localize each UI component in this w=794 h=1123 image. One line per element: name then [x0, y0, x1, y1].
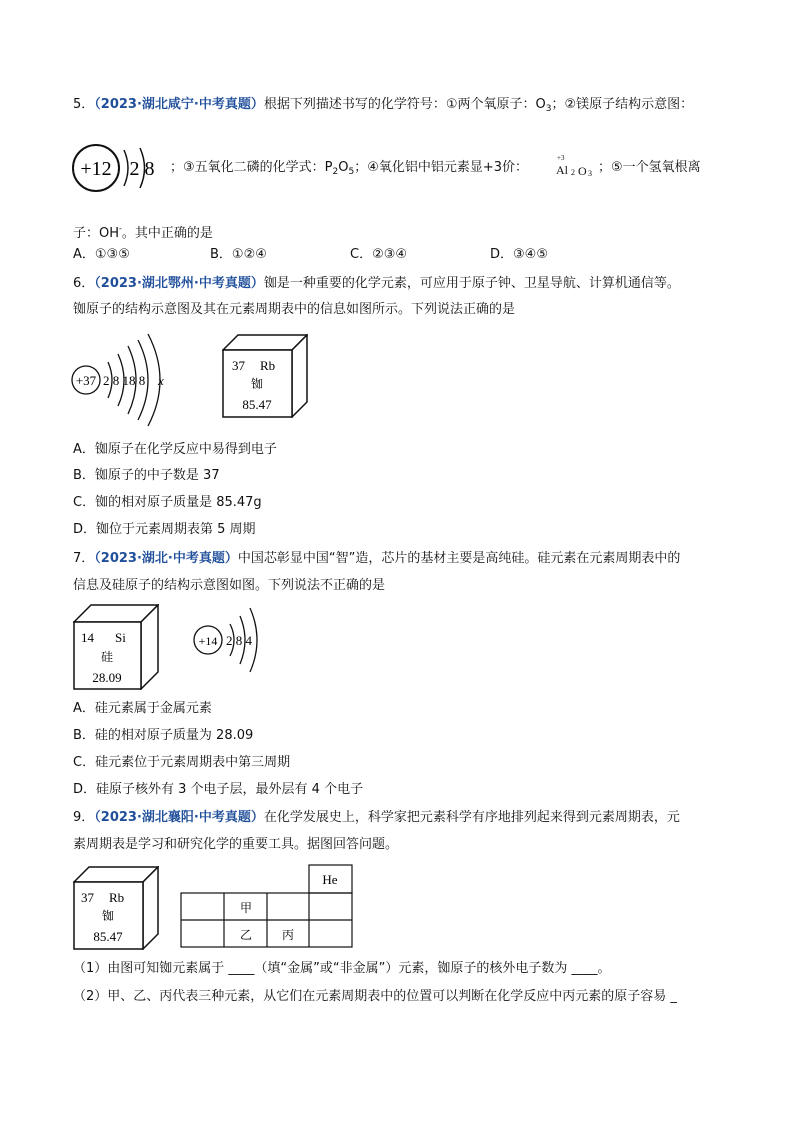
- q9-source: （2023·湖北襄阳·中考真题）: [94, 810, 264, 825]
- q5-o3-sub: 3: [545, 104, 552, 114]
- q5-number: 5．: [73, 97, 95, 112]
- q5-stem-end: ；②镁原子结构示意图：: [551, 97, 694, 112]
- pt-label-yi: 乙: [239, 928, 253, 942]
- al-charge: +3: [557, 154, 565, 162]
- o-sub3: 3: [588, 169, 592, 178]
- q5-stem: 根据下列描述书写的化学符号：①两个氧原子：O: [263, 97, 546, 112]
- q9-sub2: （2）甲、乙、丙代表三种元素，从它们在元素周期表中的位置可以判断在化学反应中丙元素的原子容易 _: [73, 989, 677, 1004]
- q6-option-b: B．铷原子的中子数是 37: [73, 468, 220, 483]
- rb-cell-number: 37: [232, 358, 245, 373]
- rb-cell-symbol: Rb: [260, 358, 276, 373]
- q5-o-mid: O: [338, 160, 349, 175]
- q7-stem1: 中国芯彰显中国“智”造，芯片的基材主要是高纯硅。硅元素在元素周期表中的: [237, 551, 681, 566]
- q5-line3: [73, 220, 213, 243]
- q7-option-a: A．硅元素属于金属元素: [73, 701, 212, 716]
- q9-rb-cell-number: 37: [81, 890, 94, 905]
- q9-rb-cell-side: [143, 867, 158, 949]
- q7-stem-line1: [73, 550, 680, 568]
- q5-option-d: D．③④⑤: [490, 247, 548, 262]
- mg-atom-diagram: [70, 140, 170, 198]
- rb-atom-diagram: [70, 330, 180, 430]
- mg-shell-arc-1: [124, 150, 128, 186]
- si-shell-numbers: 2 8 4: [226, 633, 252, 648]
- q9-rb-cell-mass: 85.47: [93, 929, 123, 944]
- al-symbol: Al: [556, 163, 568, 177]
- q5-p-sub: 2: [332, 167, 339, 177]
- q7-option-c: C．硅元素位于元素周期表中第三周期: [73, 755, 291, 770]
- q9-sub1: （1）由图可知铷元素属于 ____（填“金属”或“非金属”）元素，铷原子的核外电子数为 ____。: [73, 961, 611, 976]
- al2o3-valence-formula: [556, 154, 596, 182]
- q5-option-c: C．②③④: [350, 247, 408, 262]
- q9-number: 9．: [73, 810, 95, 825]
- pt-label-he: He: [322, 872, 338, 887]
- si-cell-number: 14: [81, 630, 94, 645]
- q5-part4: ；④氧化铝中铝元素显+3价：: [354, 160, 529, 175]
- si-atom-diagram: [192, 604, 272, 674]
- rb-cell-mass: 85.47: [242, 397, 272, 412]
- si-cell-mass: 28.09: [92, 670, 122, 685]
- q5-part3: ；③五氧化二磷的化学式：P: [170, 160, 333, 175]
- q6-stem-line2: 铷原子的结构示意图及其在元素周期表中的信息如图所示。下列说法正确的是: [73, 302, 516, 317]
- rb-cell-side: [292, 335, 307, 417]
- q5-o-sub5: 5: [348, 167, 355, 177]
- q7-number: 7．: [73, 551, 95, 566]
- q6-number: 6．: [73, 276, 95, 291]
- q7-source: （2023·湖北·中考真题）: [94, 551, 238, 566]
- rb-cell-name: 铷: [250, 377, 264, 391]
- q6-option-a: A．铷原子在化学反应中易得到电子: [73, 442, 277, 457]
- q5-part5-text: ；⑤一个氢氧根离: [598, 160, 701, 175]
- periodic-table-fragment: [180, 864, 354, 948]
- q9-stem-line2: 素周期表是学习和研究化学的重要工具。据图回答问题。: [73, 837, 399, 852]
- si-nucleus-label: +14: [198, 634, 218, 648]
- al-sub: 2: [571, 168, 575, 177]
- q5-oh-sup: -: [119, 224, 122, 233]
- rb-nucleus-label: +37: [75, 373, 97, 388]
- q7-option-d: D．硅原子核外有 3 个电子层，最外层有 4 个电子: [73, 782, 364, 797]
- q5-stem-line: [73, 96, 693, 118]
- q9-rb-cell-name: 铷: [101, 909, 115, 923]
- o-letter: O: [578, 164, 587, 178]
- q6-stem1: 铷是一种重要的化学元素，可应用于原子钟、卫星导航、计算机通信等。: [263, 276, 680, 291]
- q7-option-b: B．硅的相对原子质量为 28.09: [73, 728, 254, 743]
- q5-line3-end: 。其中正确的是: [121, 226, 213, 241]
- q9-stem-line1: [73, 809, 680, 827]
- rb-outer-x: x: [158, 373, 164, 388]
- si-cell-symbol: Si: [115, 630, 126, 645]
- mg-nucleus-label: +12: [80, 158, 112, 180]
- q5-option-b: B．①②④: [210, 247, 267, 262]
- q6-option-c: C．铷的相对原子质量是 85.47g: [73, 495, 262, 510]
- si-element-cell: [73, 604, 159, 690]
- q9-rb-element-cell: [73, 866, 159, 950]
- q5-line2: [170, 159, 528, 181]
- q9-stem1: 在化学发展史上，科学家把元素科学有序地排列起来得到元素周期表，元: [263, 810, 680, 825]
- q5-source: （2023·湖北咸宁·中考真题）: [94, 97, 264, 112]
- q6-source: （2023·湖北鄂州·中考真题）: [94, 276, 264, 291]
- q6-stem-line1: [73, 275, 680, 293]
- pt-label-bing: 丙: [281, 928, 295, 942]
- q7-stem-line2: 信息及硅原子的结构示意图如图。下列说法不正确的是: [73, 578, 386, 593]
- q6-option-d: D．铷位于元素周期表第 5 周期: [73, 522, 256, 537]
- q9-rb-cell-symbol: Rb: [109, 890, 125, 905]
- q5-part5: [598, 159, 701, 177]
- q5-oh: 子：OH: [73, 226, 120, 241]
- rb-shell-numbers: 2 8 18 8: [103, 373, 146, 388]
- mg-shell-numbers: 2 8: [129, 158, 155, 180]
- si-cell-name: 硅: [100, 650, 114, 664]
- q5-option-a: A．①③⑤: [73, 247, 130, 262]
- rb-element-cell: [222, 334, 308, 418]
- pt-label-jia: 甲: [239, 901, 253, 915]
